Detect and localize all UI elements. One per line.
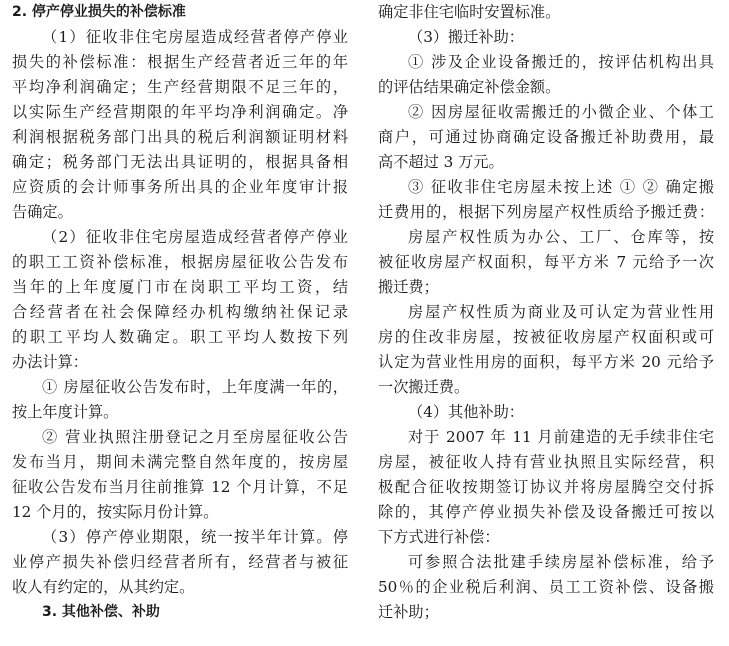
left-column-line: 平均净利润确定；生产经营期限不足三年的， bbox=[12, 78, 348, 96]
right-column-line: 迁补助； bbox=[378, 603, 439, 621]
left-column-line: 确定；税务部门无法出具证明的，根据具备相 bbox=[12, 153, 348, 171]
left-column-line: （2）征收非住宅房屋造成经营者停产停业 bbox=[42, 228, 348, 246]
left-column-line: 告确定。 bbox=[12, 203, 73, 221]
right-column-line: 对于 2007 年 11 月前建造的无手续非住宅 bbox=[408, 428, 714, 446]
right-column-line: 一次搬迁费。 bbox=[378, 378, 470, 396]
left-column-line: 发布当月，期间未满完整自然年度的，按房屋 bbox=[12, 453, 348, 471]
right-column-line: 可参照合法批建手续房屋补偿标准，给予 bbox=[408, 553, 714, 571]
left-column-line: 利润根据税务部门出具的税后利润额证明材料 bbox=[12, 128, 348, 146]
right-column-line: 极配合征收按期签订协议并将房屋腾空交付拆 bbox=[378, 478, 714, 496]
right-column-line: 的评估结果确定补偿金额。 bbox=[378, 78, 561, 96]
left-column-line: 的职工工资补偿标准，根据房屋征收公告发布 bbox=[12, 253, 348, 271]
right-column-line: （4）其他补助： bbox=[408, 403, 524, 421]
left-column-line: 征收公告发布当月往前推算 12 个月计算，不足 bbox=[12, 478, 348, 496]
right-column-line: 房屋产权性质为办公、工厂、仓库等，按 bbox=[408, 228, 714, 246]
left-column-line: 按上年度计算。 bbox=[12, 403, 119, 421]
right-column-line: 高不超过 3 万元。 bbox=[378, 153, 504, 171]
right-column-line: 认定为营业性用房的面积，每平方米 20 元给予 bbox=[378, 353, 714, 371]
right-column-line: 商户，可通过协商确定设备搬迁补助费用，最 bbox=[378, 128, 714, 146]
right-column-line: ① 涉及企业设备搬迁的，按评估机构出具 bbox=[408, 53, 714, 71]
left-column-line: ① 房屋征收公告发布时，上年度满一年的， bbox=[42, 378, 348, 396]
right-column-line: ③ 征收非住宅房屋未按上述 ① ② 确定搬 bbox=[408, 178, 714, 196]
left-column-line: 损失的补偿标准：根据生产经营者近三年的年 bbox=[12, 53, 348, 71]
left-column-line: 12 个月的，按实际月份计算。 bbox=[12, 503, 219, 521]
left-column-line: 应资质的会计师事务所出具的企业年度审计报 bbox=[12, 178, 348, 196]
right-column-line: ② 因房屋征收需搬迁的小微企业、个体工 bbox=[408, 103, 714, 121]
right-column-line: 房屋，被征收人持有营业执照且实际经营，积 bbox=[378, 453, 714, 471]
right-column-line: 下方式进行补偿： bbox=[378, 528, 500, 546]
right-column-line: （3）搬迁补助： bbox=[408, 28, 524, 46]
right-column-line: 迁费用的，根据下列房屋产权性质给予搬迁费： bbox=[378, 203, 714, 221]
left-column-line: 当年的上年度厦门市在岗职工平均工资，结 bbox=[12, 278, 348, 296]
right-column-line: 搬迁费； bbox=[378, 278, 439, 296]
right-column-line: 除的，其停产停业损失补偿及设备搬迁可按以 bbox=[378, 503, 714, 521]
left-column-line: 业停产损失补偿归经营者所有，经营者与被征 bbox=[12, 553, 348, 571]
left-column-line: 收人有约定的，从其约定。 bbox=[12, 578, 195, 596]
right-column-line: 房屋产权性质为商业及可认定为营业性用 bbox=[408, 303, 714, 321]
left-column-line: （3）停产停业期限，统一按半年计算。停 bbox=[42, 528, 348, 546]
left-column-line: 办法计算： bbox=[12, 353, 88, 371]
left-column-line: 2. 停产停业损失的补偿标准 bbox=[12, 4, 186, 20]
right-column-line: 被征收房屋产权面积，每平方米 7 元给予一次 bbox=[378, 253, 714, 271]
right-column-line: 房的住改非房屋，按被征收房屋产权面积或可 bbox=[378, 328, 714, 346]
right-column bbox=[378, 0, 714, 625]
right-column-line: 确定非住宅临时安置标准。 bbox=[378, 3, 561, 21]
left-column-line: ② 营业执照注册登记之月至房屋征收公告 bbox=[42, 428, 348, 446]
left-column-line: 3. 其他补偿、补助 bbox=[42, 604, 160, 620]
left-column-line: （1）征收非住宅房屋造成经营者停产停业 bbox=[42, 28, 348, 46]
left-column-line: 以实际生产经营期限的年平均净利润确定。净 bbox=[12, 103, 348, 121]
left-column-line: 的职工平均人数确定。职工平均人数按下列 bbox=[12, 328, 348, 346]
right-column-line: 50％的企业税后利润、员工工资补偿、设备搬 bbox=[378, 578, 714, 596]
left-column bbox=[12, 0, 348, 625]
left-column-line: 合经营者在社会保障经办机构缴纳社保记录 bbox=[12, 303, 348, 321]
